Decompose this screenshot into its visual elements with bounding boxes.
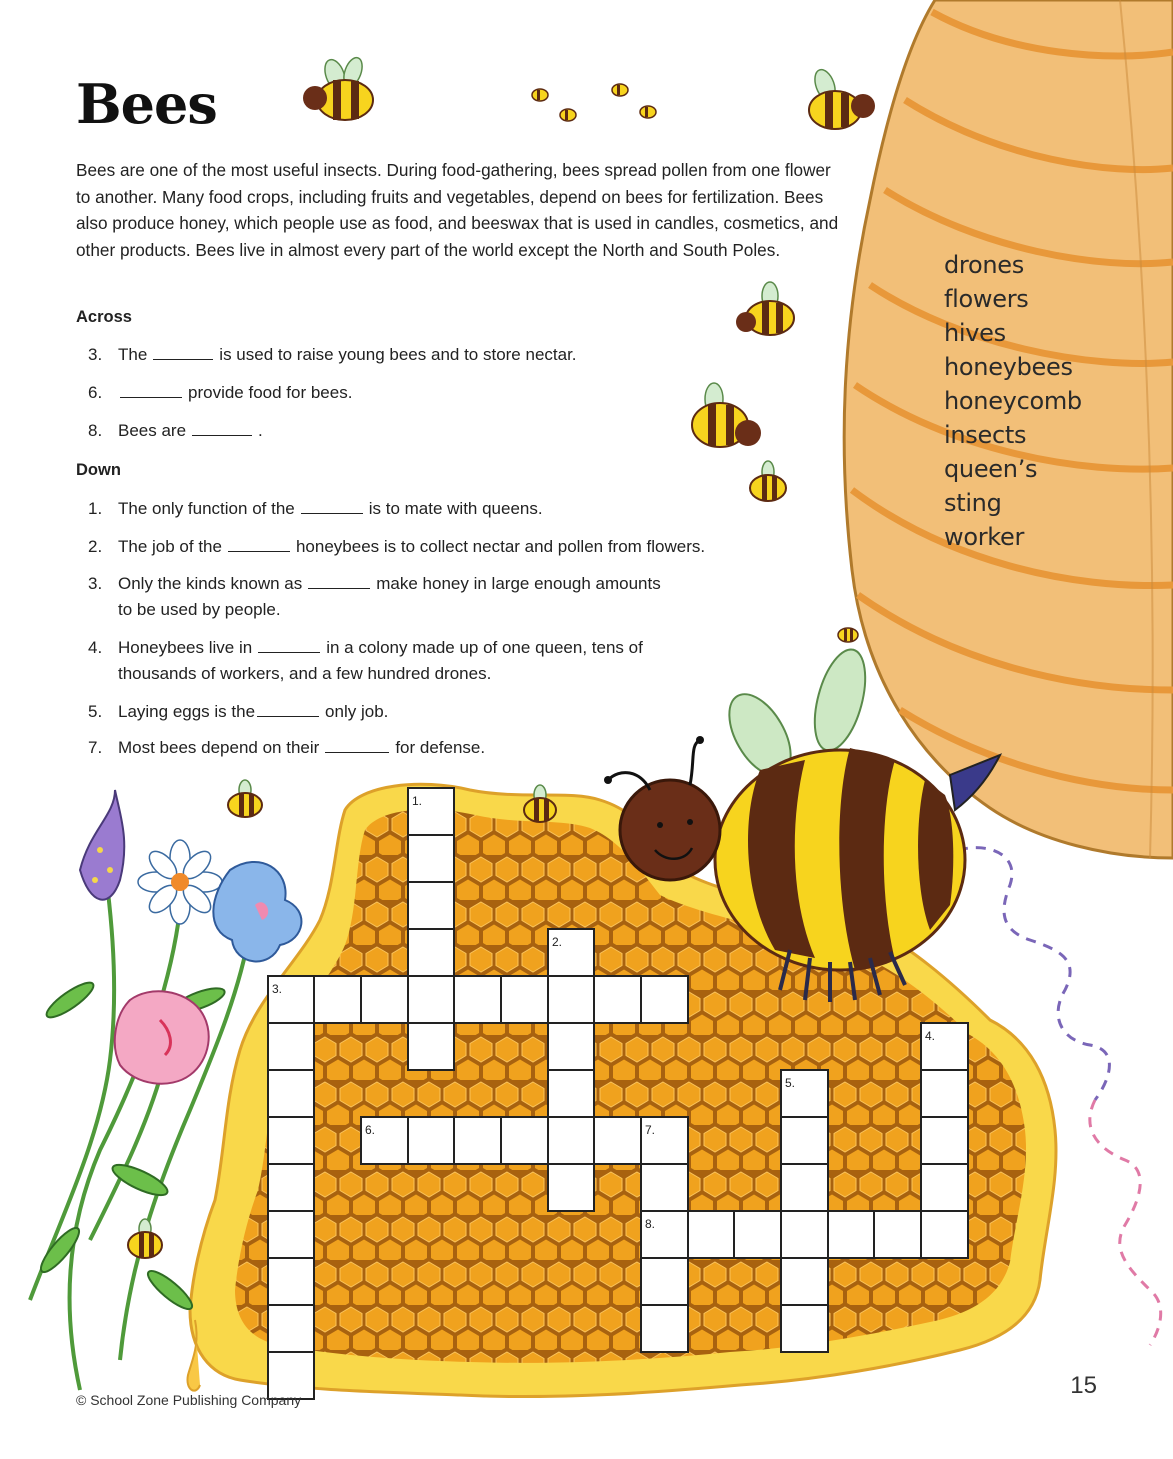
grid-number-6: 6. [365, 1123, 376, 1137]
clue-text-after: is used to raise young bees and to store nectar. [219, 345, 577, 364]
clue-text-before: The job of the [118, 537, 222, 556]
clue-text-after: only job. [325, 702, 389, 721]
grid-number-4: 4. [925, 1029, 936, 1043]
down-clue-1 [88, 496, 543, 522]
word-bank-item: honeybees [944, 353, 1073, 381]
answer-blank [257, 702, 319, 717]
clue-text-before: The only function of the [118, 499, 295, 518]
clue-number: 6. [88, 383, 103, 402]
grid-number-7: 7. [645, 1123, 656, 1137]
word-bank-item: hives [944, 319, 1006, 347]
clue-text-continued: thousands of workers, and a few hundred drones. [118, 664, 492, 683]
dashed-path-pink [1090, 1100, 1161, 1345]
clue-number: 8. [88, 421, 103, 440]
clue-number: 1. [88, 499, 103, 518]
answer-blank [301, 499, 363, 514]
clue-number: 7. [88, 738, 103, 757]
clue-text-before: Honeybees live in [118, 638, 253, 657]
page-title: Bees [76, 72, 217, 136]
grid-number-1: 1. [412, 794, 423, 808]
answer-blank [325, 738, 389, 753]
word-bank-item: sting [944, 489, 1002, 517]
small-bee-3 [736, 282, 794, 335]
answer-blank [192, 421, 252, 436]
small-bee-6 [228, 780, 262, 817]
clue-number: 3. [88, 345, 103, 364]
page-number: 15 [1070, 1372, 1097, 1399]
clue-number: 4. [88, 638, 103, 657]
answer-blank [153, 345, 213, 360]
across-clue-8 [88, 418, 263, 444]
word-bank-item: honeycomb [944, 387, 1082, 415]
clue-text-before: Only the kinds known as [118, 574, 303, 593]
grid-number-8: 8. [645, 1217, 656, 1231]
word-bank-item: flowers [944, 285, 1029, 313]
down-clue-3 [88, 571, 661, 623]
down-clue-5 [88, 699, 388, 725]
down-heading: Down [76, 461, 121, 479]
across-heading: Across [76, 308, 132, 326]
clue-number: 5. [88, 702, 103, 721]
answer-blank [258, 638, 320, 653]
clue-text-after: . [258, 421, 263, 440]
clue-text-after: honeybees is to collect nectar and pollen from flowers. [295, 537, 706, 556]
small-bee-7 [524, 785, 556, 822]
clue-text-before: Bees are [118, 421, 187, 440]
clue-text-after: for defense. [395, 738, 486, 757]
small-bee-1 [303, 55, 373, 120]
copyright-footer: © School Zone Publishing Company [76, 1392, 302, 1408]
clue-text-after: make honey in large enough amounts [376, 574, 661, 593]
small-bee-5 [750, 461, 786, 501]
clue-text-after: is to mate with queens. [368, 499, 543, 518]
word-bank-item: worker [944, 523, 1025, 551]
down-clue-4 [88, 635, 643, 687]
answer-blank [308, 574, 370, 589]
clue-text-before: The [118, 345, 148, 364]
answer-blank [228, 537, 290, 552]
across-clue-3 [88, 342, 577, 368]
small-bee-8 [128, 1219, 162, 1258]
clue-number: 3. [88, 574, 103, 593]
clue-text-before: Most bees depend on their [118, 738, 320, 757]
intro-paragraph: Bees are one of the most useful insects. During food-gathering, bees spread pollen from one flower to another. Many food crops, including fruits and vegetables, depend on bees for fertilization. Bees also produce honey, which people use as food, and beeswax that is used in candles, cosmetics, and other products. Bees live in almost every part of the world except the North and South Poles. [76, 160, 839, 260]
small-bee-4 [692, 383, 761, 447]
clue-text-continued: to be used by people. [118, 600, 281, 619]
word-bank-item: drones [944, 251, 1024, 279]
grid-number-2: 2. [552, 935, 563, 949]
small-bee-9 [838, 628, 858, 642]
grid-number-3: 3. [272, 982, 283, 996]
word-bank-item: queen’s [944, 455, 1038, 483]
small-bee-2 [809, 67, 875, 129]
word-bank [944, 248, 1082, 554]
down-clue-7 [88, 735, 485, 761]
answer-blank [120, 383, 182, 398]
clue-text-after: provide food for bees. [188, 383, 353, 402]
clue-number: 2. [88, 537, 103, 556]
clue-text-before: Laying eggs is the [118, 702, 256, 721]
clue-text-after: in a colony made up of one queen, tens of [326, 638, 643, 657]
word-bank-item: insects [944, 421, 1027, 449]
grid-number-5: 5. [785, 1076, 796, 1090]
down-clue-2 [88, 534, 705, 560]
across-clue-6 [88, 380, 352, 406]
